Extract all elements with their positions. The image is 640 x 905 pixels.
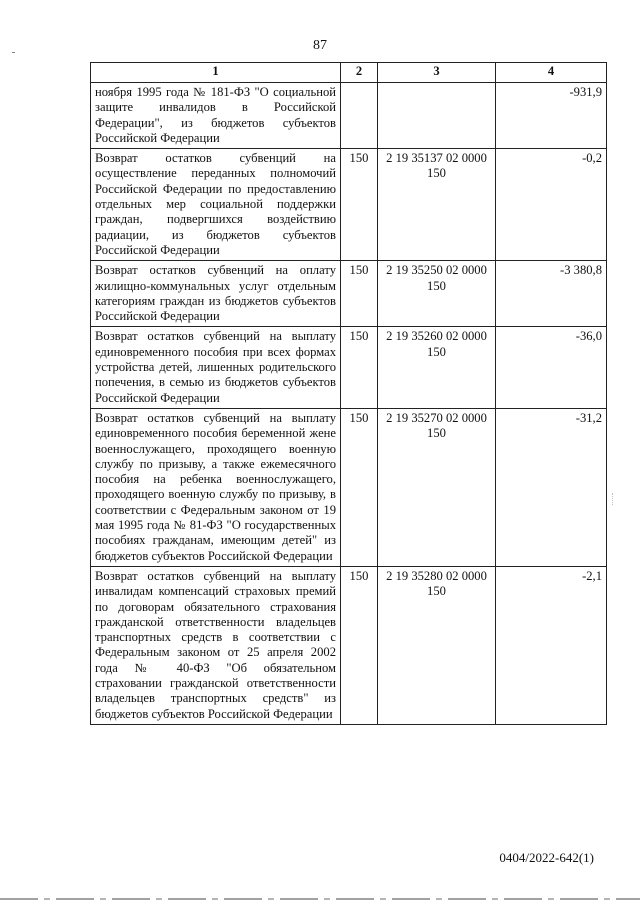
row-admin-code: 150: [341, 327, 378, 408]
budget-table: [90, 62, 607, 725]
row-description: Возврат остатков субвенций на выплату единовременного пособия при всех формах устройства детей, лишенных родительского попечения, в семью из бюджетов субъектов Российской Федерации: [91, 327, 341, 408]
row-budget-code: 2 19 35260 02 0000 150: [378, 327, 496, 408]
row-amount: -36,0: [496, 327, 607, 408]
row-amount: -931,9: [496, 83, 607, 149]
document-code: 0404/2022-642(1): [499, 850, 594, 865]
row-budget-code: 2 19 35250 02 0000 150: [378, 261, 496, 327]
header-col-4: 4: [496, 63, 607, 83]
table-row: [91, 408, 607, 566]
row-budget-code: 2 19 35280 02 0000 150: [378, 566, 496, 724]
row-budget-code: 2 19 35270 02 0000 150: [378, 408, 496, 566]
row-budget-code: 2 19 35137 02 0000 150: [378, 149, 496, 261]
table-row: [91, 261, 607, 327]
row-budget-code: [378, 83, 496, 149]
row-description: Возврат остатков субвенций на оплату жилищно-коммунальных услуг отдельным категориям граждан из бюджетов субъектов Российской Федерации: [91, 261, 341, 327]
row-admin-code: 150: [341, 408, 378, 566]
row-description: Возврат остатков субвенций на осуществление переданных полномочий Российской Федерации по предоставлению отдельных мер социальной поддержки граждан, подвергшихся воздействию радиации, из бюджетов субъектов Российской Федерации: [91, 149, 341, 261]
header-col-2: 2: [341, 63, 378, 83]
row-admin-code: 150: [341, 261, 378, 327]
row-amount: -0,2: [496, 149, 607, 261]
row-amount: -3 380,8: [496, 261, 607, 327]
row-admin-code: 150: [341, 149, 378, 261]
header-col-3: 3: [378, 63, 496, 83]
row-description: Возврат остатков субвенций на выплату единовременного пособия беременной жене военнослужащего, проходящего военную службу по призыву, а также ежемесячного пособия на ребенка военнослужащего, проходящего военную службу по призыву, в соответствии с Федеральным законом от 19 мая 1995 года № 81-ФЗ "О государственных пособиях гражданам, имеющим детей" из бюджетов субъектов Российской Федерации: [91, 408, 341, 566]
table-row: [91, 149, 607, 261]
scan-artifact: [612, 493, 623, 505]
table-row: [91, 83, 607, 149]
header-col-1: 1: [91, 63, 341, 83]
row-amount: -2,1: [496, 566, 607, 724]
table-row: [91, 566, 607, 724]
table-header-row: [91, 63, 607, 83]
row-description: ноября 1995 года № 181-ФЗ "О социальной защите инвалидов в Российской Федерации", из бюджетов субъектов Российской Федерации: [91, 83, 341, 149]
row-admin-code: [341, 83, 378, 149]
row-admin-code: 150: [341, 566, 378, 724]
bottom-scan-rule: [0, 898, 640, 900]
row-amount: -31,2: [496, 408, 607, 566]
table-row: [91, 327, 607, 408]
page-number: 87: [313, 38, 327, 53]
row-description: Возврат остатков субвенций на выплату инвалидам компенсаций страховых премий по договорам обязательного страхования гражданской ответственности владельцев транспортных средств в соответствии с Федеральным законом от 25 апреля 2002 года № 40-ФЗ "Об обязательном страховании гражданской ответственности владельцев транспортных средств" из бюджетов субъектов Российской Федерации: [91, 566, 341, 724]
